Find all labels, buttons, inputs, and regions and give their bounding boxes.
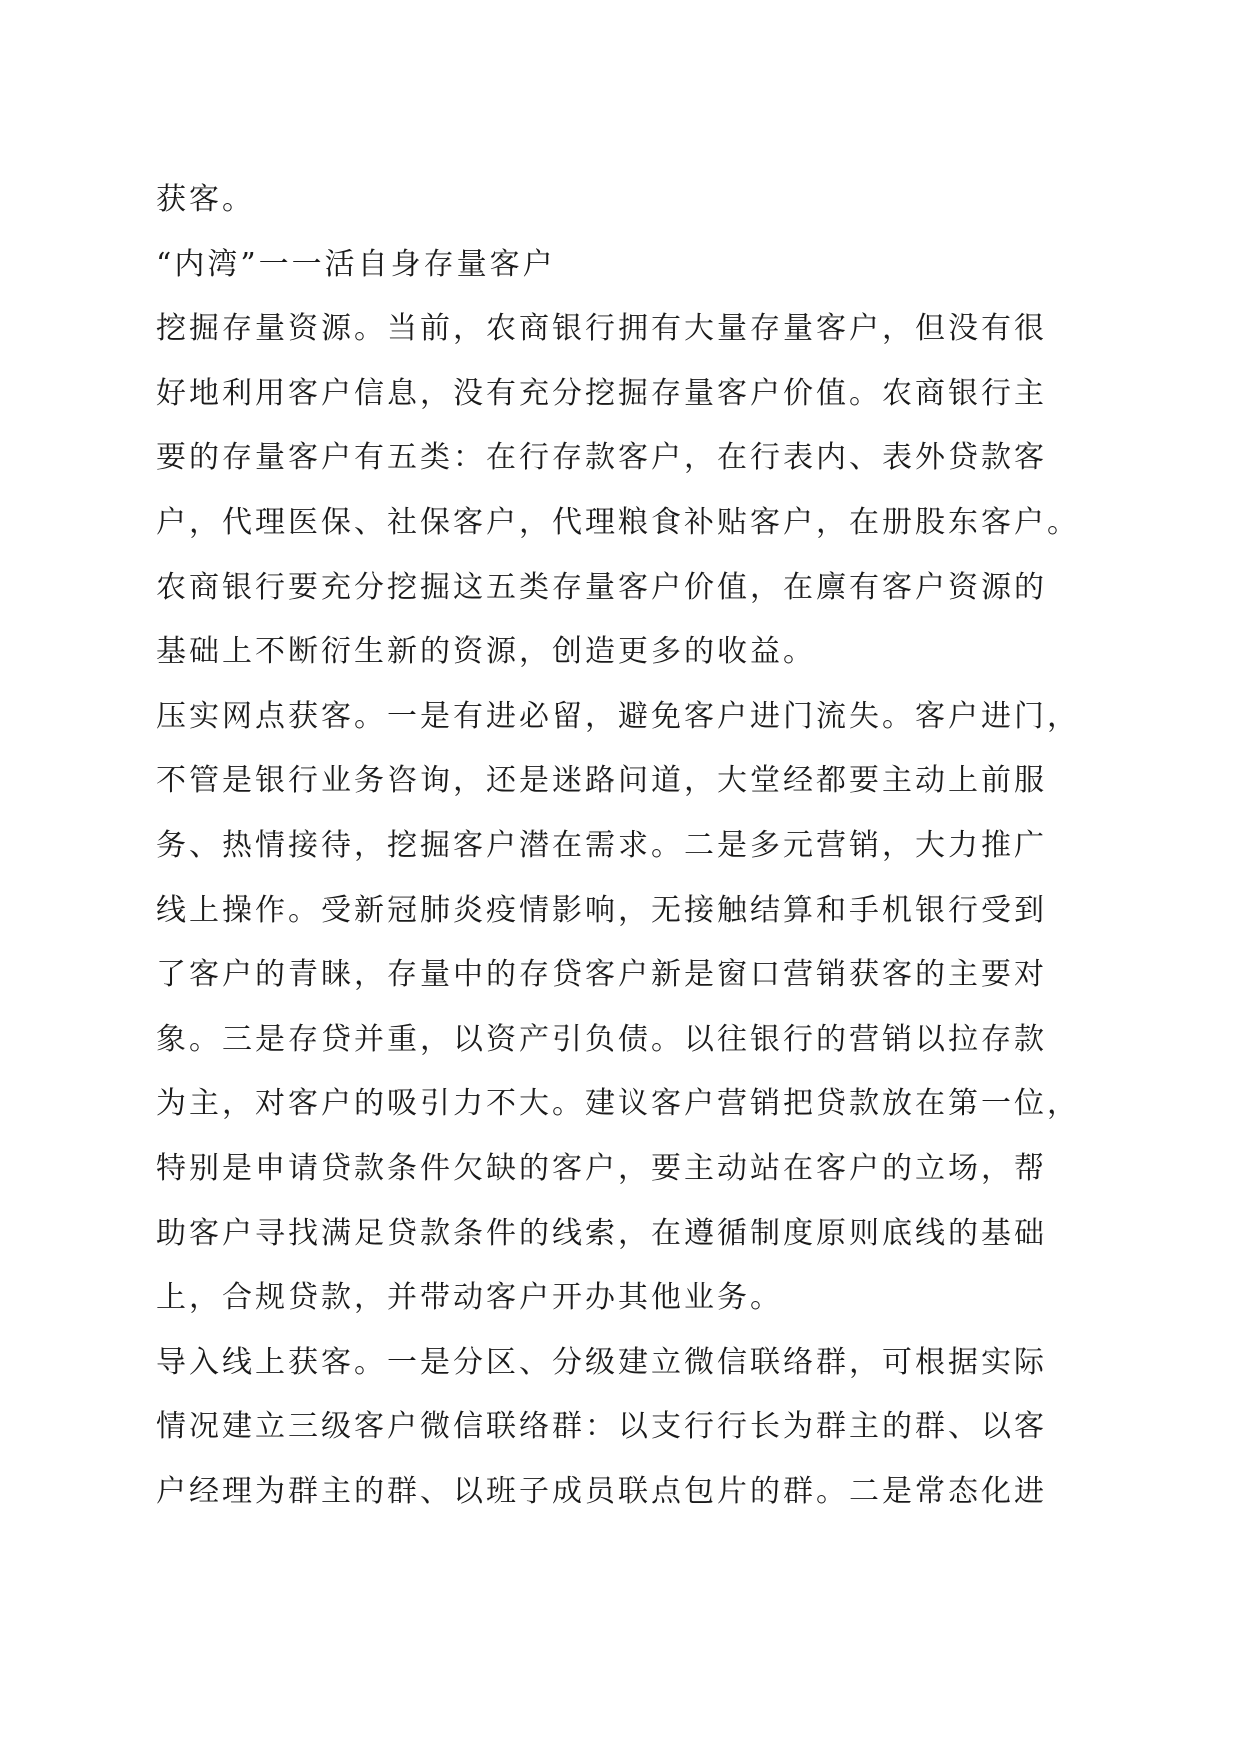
text-line: 户，代理医保、社保客户，代理粮食补贴客户，在册股东客户。 xyxy=(156,504,1080,540)
text-line-continuation: 获客。 xyxy=(156,182,255,217)
text-line: 助客户寻找满足贷款条件的线索，在遵循制度原则底线的基础 xyxy=(156,1215,1047,1251)
text-line: 了客户的青睐，存量中的存贷客户新是窗口营销获客的主要对 xyxy=(156,957,1047,993)
text-line: 压实网点获客。一是有进必留，避免客户进门流失。客户进门， xyxy=(156,698,1080,734)
body-text xyxy=(156,168,1086,1524)
text-line: 导入线上获客。一是分区、分级建立微信联络群，可根据实际 xyxy=(156,1344,1047,1380)
text-line: 户经理为群主的群、以班子成员联点包片的群。二是常态化进 xyxy=(156,1473,1047,1509)
text-line: 上，合规贷款，并带动客户开办其他业务。 xyxy=(156,1280,783,1316)
text-line: 务、热情接待，挖掘客户潜在需求。二是多元营销，大力推广 xyxy=(156,827,1047,863)
text-line: 象。三是存贷并重，以资产引负债。以往银行的营销以拉存款 xyxy=(156,1021,1047,1057)
text-line: 不管是银行业务咨询，还是迷路问道，大堂经都要主动上前服 xyxy=(156,763,1047,799)
text-line: 线上操作。受新冠肺炎疫情影响，无接触结算和手机银行受到 xyxy=(156,892,1047,928)
text-line: 特别是申请贷款条件欠缺的客户，要主动站在客户的立场，帮 xyxy=(156,1150,1047,1186)
text-line: 挖掘存量资源。当前，农商银行拥有大量存量客户，但没有很 xyxy=(156,311,1047,347)
text-line: 情况建立三级客户微信联络群：以支行行长为群主的群、以客 xyxy=(156,1409,1047,1445)
text-line: 要的存量客户有五类：在行存款客户，在行表内、表外贷款客 xyxy=(156,440,1047,476)
section-heading: “内湾”一一活自身存量客户 xyxy=(156,246,556,282)
text-line: 基础上不断衍生新的资源，创造更多的收益。 xyxy=(156,634,816,670)
text-line: 农商银行要充分挖掘这五类存量客户价值，在廪有客户资源的 xyxy=(156,569,1047,605)
text-line: 好地利用客户信息，没有充分挖掘存量客户价值。农商银行主 xyxy=(156,375,1047,411)
text-line: 为主，对客户的吸引力不大。建议客户营销把贷款放在第一位， xyxy=(156,1086,1080,1122)
